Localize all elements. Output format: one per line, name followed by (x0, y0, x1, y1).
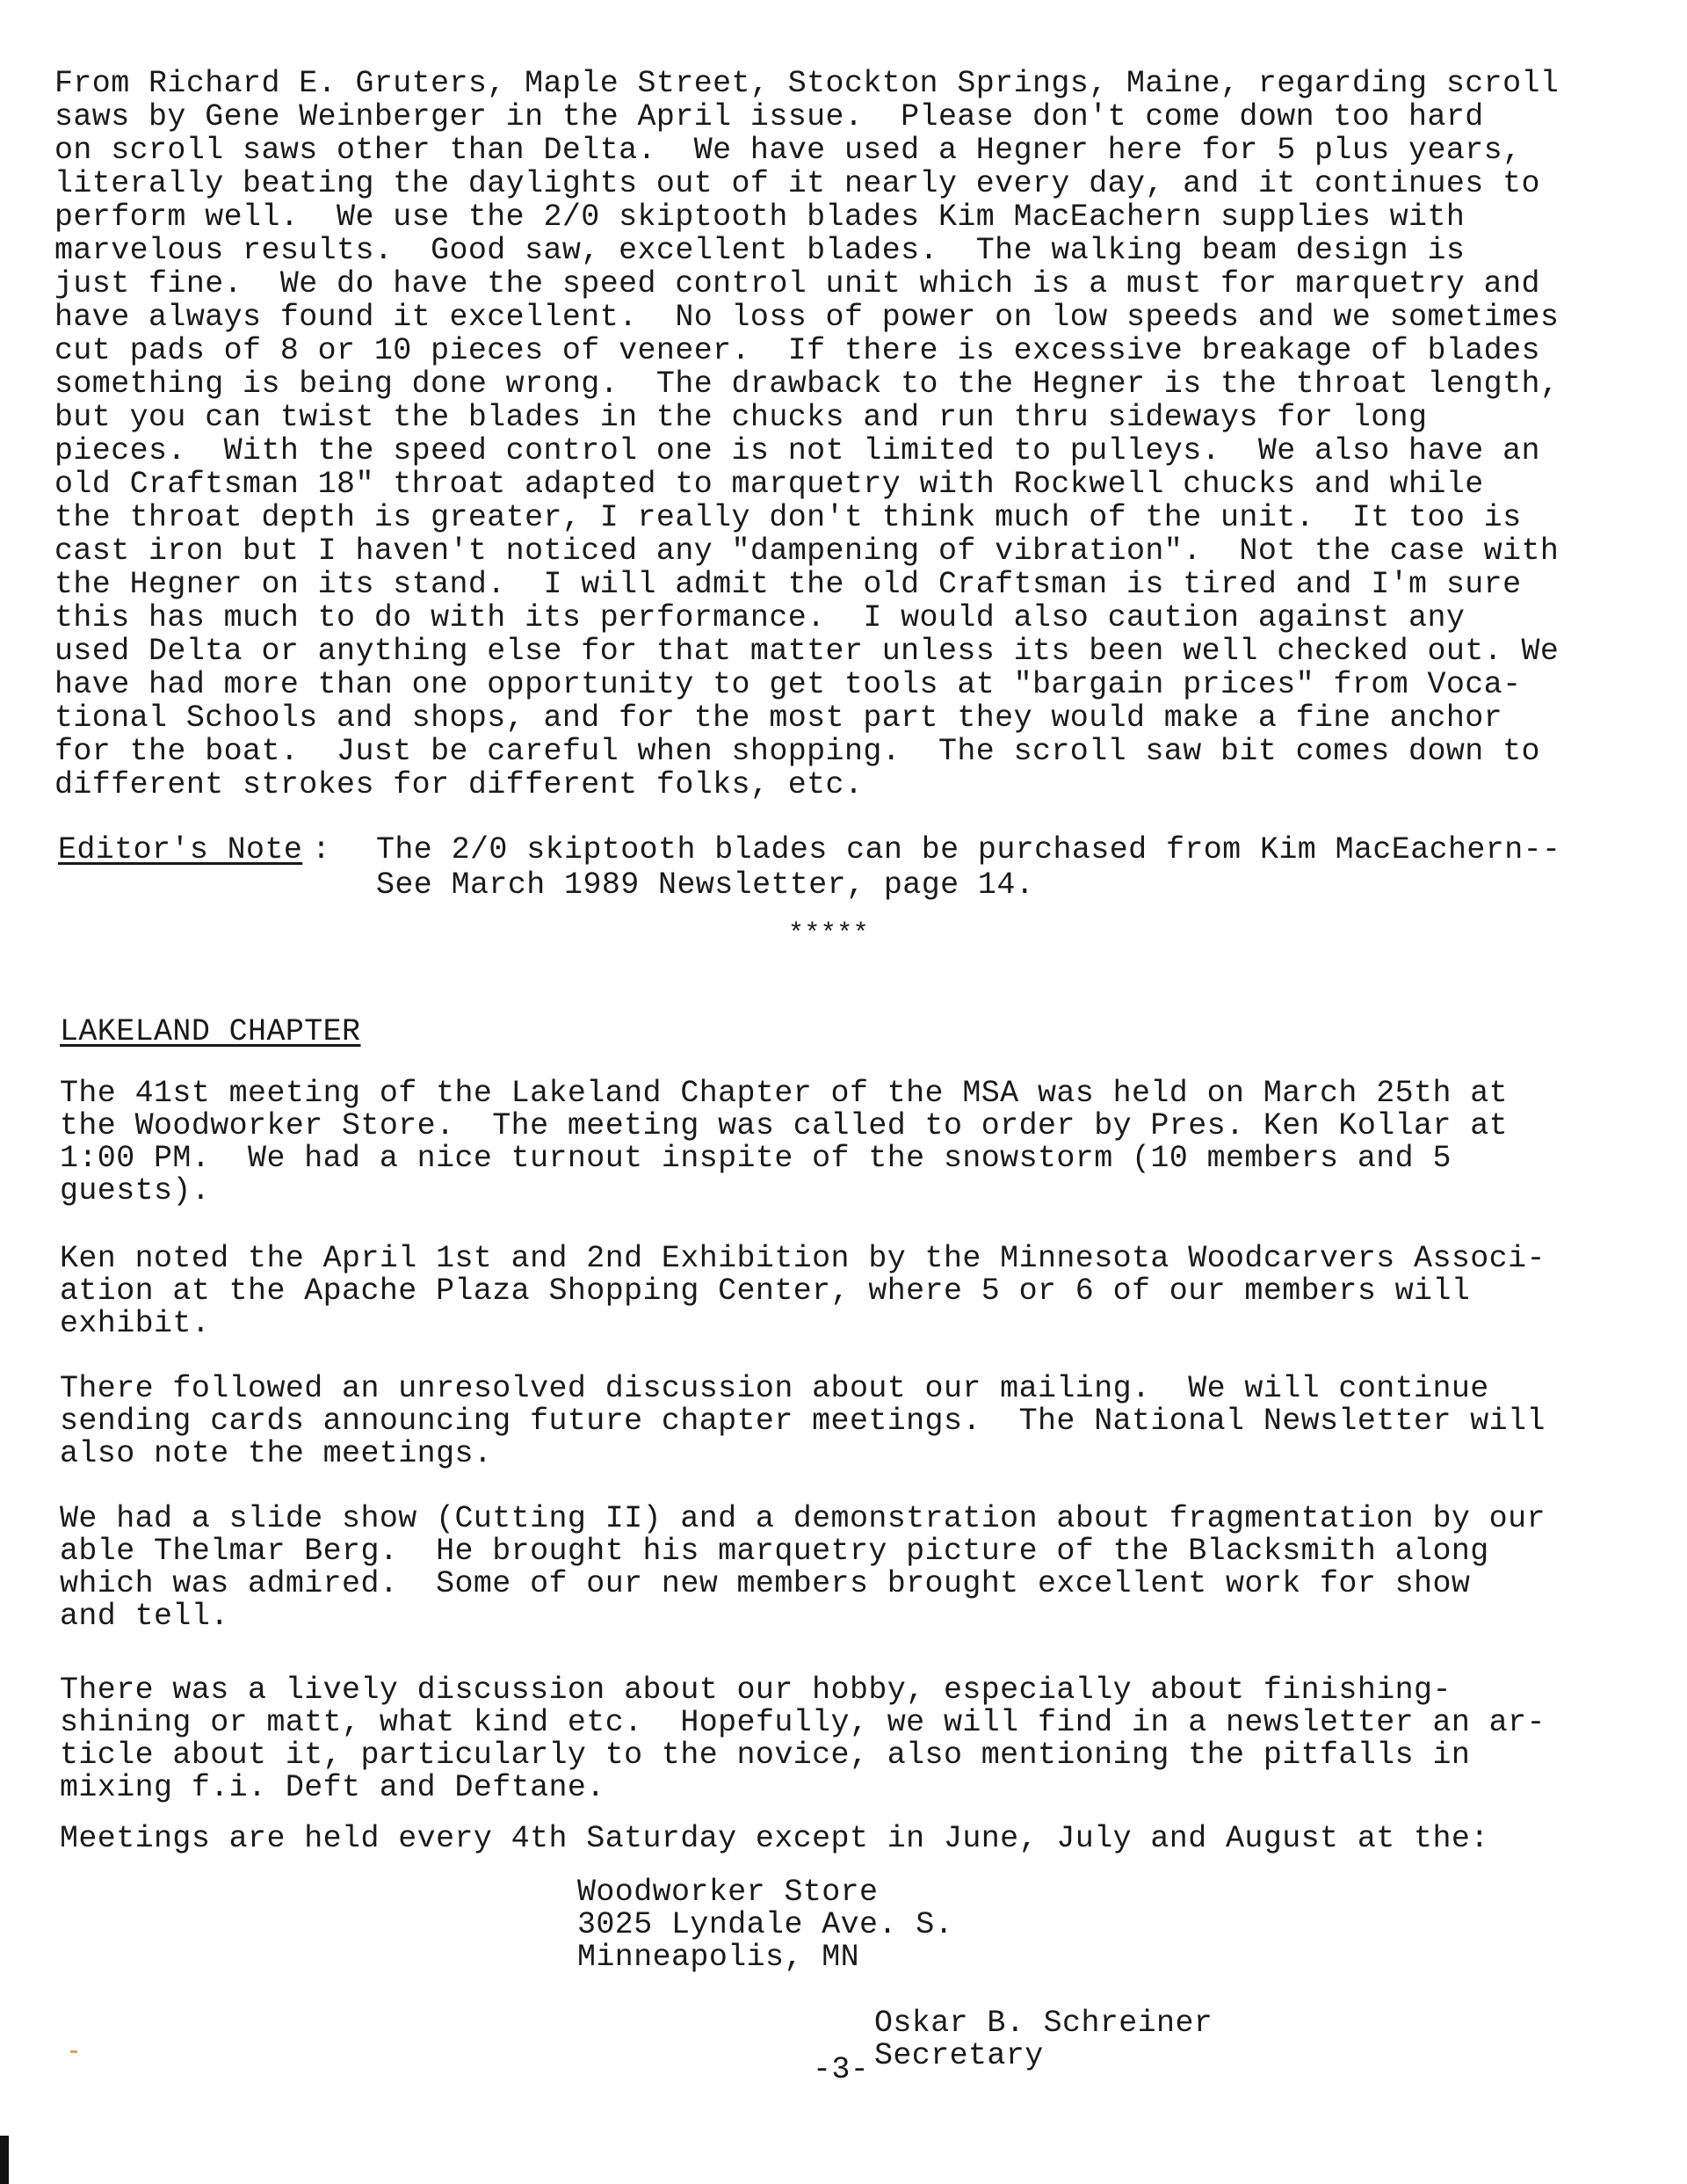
letter-line: From Richard E. Gruters, Maple Street, Stockton Springs, Maine, regarding scroll (54, 66, 1560, 101)
address-line: Woodworker Store (577, 1875, 879, 1910)
paragraph-line: also note the meetings. (60, 1436, 493, 1471)
paragraph-line: shining or matt, what kind etc. Hopefully, we will find in a newsletter an ar- (60, 1705, 1546, 1740)
letter-line: tional Schools and shops, and for the most part they would make a fine anchor (54, 700, 1503, 736)
paragraph-line: Ken noted the April 1st and 2nd Exhibition by the Minnesota Woodcarvers Associ- (60, 1241, 1546, 1276)
paragraph-line: able Thelmar Berg. He brought his marquetry picture of the Blacksmith along (60, 1534, 1489, 1569)
page-number: -3- (813, 2052, 870, 2087)
paragraph-line: the Woodworker Store. The meeting was called to order by Pres. Ken Kollar at (60, 1108, 1509, 1143)
paragraph-line: ation at the Apache Plaza Shopping Center, where 5 or 6 of our members will (60, 1273, 1471, 1309)
letter-line: literally beating the daylights out of it nearly every day, and it continues to (54, 166, 1540, 201)
paragraph-line: ticle about it, particularly to the novice, also mentioning the pitfalls in (60, 1738, 1471, 1773)
letter-line: for the boat. Just be careful when shopping. The scroll saw bit comes down to (54, 734, 1540, 769)
paragraph-line: The 41st meeting of the Lakeland Chapter of the MSA was held on March 25th at (60, 1076, 1509, 1111)
paper-speck (70, 2050, 77, 2053)
signature-name: Oskar B. Schreiner (874, 2006, 1213, 2041)
letter-line: saws by Gene Weinberger in the April issue. Please don't come down too hard (54, 99, 1484, 134)
paragraph-line: exhibit. (60, 1306, 211, 1341)
letter-line: old Craftsman 18" throat adapted to marquetry with Rockwell chucks and while (54, 467, 1484, 502)
paragraph-line: 1:00 PM. We had a nice turnout inspite of the snowstorm (10 members and 5 (60, 1141, 1452, 1176)
meetings-schedule: Meetings are held every 4th Saturday except in June, July and August at the: (60, 1821, 1489, 1856)
paragraph-line: We had a slide show (Cutting II) and a demonstration about fragmentation by our (60, 1501, 1546, 1536)
signature-title: Secretary (874, 2038, 1044, 2073)
section-heading: LAKELAND CHAPTER (60, 1014, 361, 1049)
letter-line: the throat depth is greater, I really don't think much of the unit. It too is (54, 500, 1522, 535)
editor-note-label: Editor's Note (58, 832, 303, 867)
letter-line: marvelous results. Good saw, excellent blades. The walking beam design is (54, 233, 1466, 268)
letter-line: the Hegner on its stand. I will admit the old Craftsman is tired and I'm sure (54, 567, 1522, 602)
letter-line: different strokes for different folks, etc. (54, 767, 864, 802)
letter-line: used Delta or anything else for that matter unless its been well checked out. We (54, 634, 1560, 669)
editor-note-line: The 2/0 skiptooth blades can be purchased from Kim MacEachern-- (376, 832, 1561, 867)
letter-line: on scroll saws other than Delta. We have used a Hegner here for 5 plus years, (54, 133, 1522, 168)
paragraph-line: There was a lively discussion about our hobby, especially about finishing- (60, 1672, 1452, 1708)
paragraph-line: guests). (60, 1173, 211, 1208)
scan-edge-mark (0, 2136, 9, 2184)
section-separator: ***** (788, 919, 870, 949)
paragraph-line: and tell. (60, 1599, 229, 1634)
letter-line: this has much to do with its performance. I would also caution against any (54, 600, 1466, 635)
letter-line: have had more than one opportunity to get tools at "bargain prices" from Voca- (54, 667, 1522, 702)
address-line: 3025 Lyndale Ave. S. (577, 1907, 954, 1942)
letter-line: have always found it excellent. No loss of power on low speeds and we sometimes (54, 300, 1560, 335)
letter-line: just fine. We do have the speed control unit which is a must for marquetry and (54, 266, 1540, 301)
letter-line: something is being done wrong. The drawback to the Hegner is the throat length, (54, 366, 1560, 402)
paragraph-line: There followed an unresolved discussion about our mailing. We will continue (60, 1371, 1489, 1406)
paragraph-line: sending cards announcing future chapter meetings. The National Newsletter will (60, 1404, 1546, 1439)
paragraph-line: mixing f.i. Deft and Deftane. (60, 1770, 605, 1805)
letter-line: cast iron but I haven't noticed any "dampening of vibration". Not the case with (54, 533, 1560, 569)
address-line: Minneapolis, MN (577, 1940, 860, 1975)
letter-line: pieces. With the speed control one is not limited to pulleys. We also have an (54, 433, 1540, 468)
paragraph-line: which was admired. Some of our new members brought excellent work for show (60, 1566, 1471, 1601)
letter-line: perform well. We use the 2/0 skiptooth blades Kim MacEachern supplies with (54, 200, 1466, 235)
letter-line: cut pads of 8 or 10 pieces of veneer. If there is excessive breakage of blades (54, 333, 1540, 368)
editor-note-line: See March 1989 Newsletter, page 14. (376, 867, 1035, 903)
letter-line: but you can twist the blades in the chucks and run thru sideways for long (54, 400, 1428, 435)
editor-note-colon: : (312, 832, 331, 867)
